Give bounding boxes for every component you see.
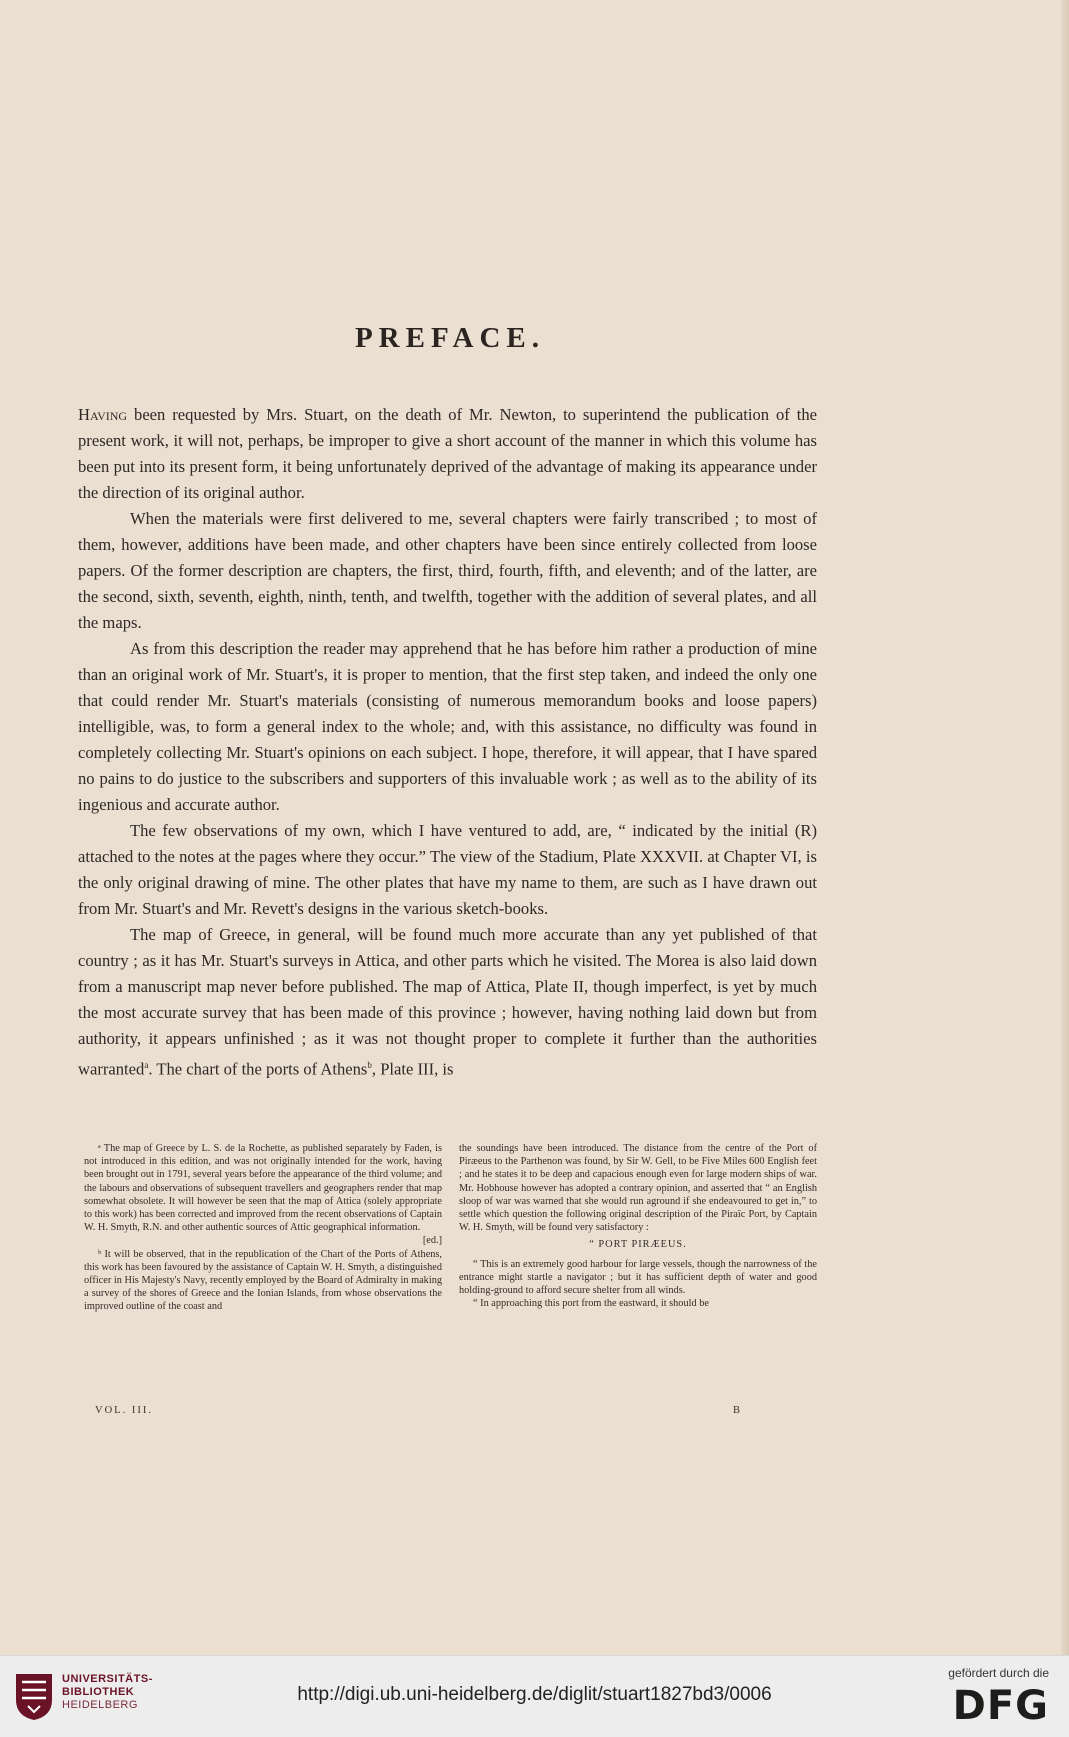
paragraph-2: When the materials were first delivered to me, several chapters were fairly transcribed ; to most of them, however, additions have been made, and other chapters have been since entirely collected from loose papers. Of the former description are chapters, the first, third, fourth, fifth, and eleventh; and of the latter, are the second, sixth, seventh, eighth, ninth, tenth, and twelfth, together with the addition of several plates, and all the maps. [78, 509, 817, 632]
footnote-continuation: the soundings have been introduced. The distance from the centre of the Port of Piræeus to the Parthenon was found, by Sir W. Gell, to be Five Miles 600 English feet ; and he states it to be deep and capacious enough even for large modern ships of war. Mr. Hobhouse however has adopted a contrary opinion, and asserted that “ an English sloop of war was warned that she would run aground if she endeavoured to get in,” to settle which question the following original description of the Piraïc Port, by Captain W. H. Smyth, will be found very satisfactory : [459, 1143, 817, 1234]
gathering-signature: B [733, 1405, 741, 1416]
footnotes [84, 1142, 817, 1314]
paragraph-4: The few observations of my own, which I have ventured to add, are, “ indicated by the initial (R) attached to the notes at the pages where they occur.” The view of the Stadium, Plate XXXVII. at Chapter VI, is the only original drawing of mine. The other plates that have my name to them, are such as I have drawn out from Mr. Stuart's and Mr. Revett's designs in the various sketch-books. [78, 821, 817, 918]
document-url-link[interactable]: http://digi.ub.uni-heidelberg.de/diglit/stuart1827bd3/0006 [297, 1684, 772, 1705]
paragraph-3: As from this description the reader may apprehend that he has before him rather a production of mine than an original work of Mr. Stuart's, it is proper to mention, that the first step taken, and indeed the only one that could render Mr. Stuart's materials (consisting of numerous memorandum books and loose papers) intelligible, was, to form a general index to the whole; and, with this assistance, no difficulty was found in completely collecting Mr. Stuart's opinions on each subject. I hope, therefore, it will appear, that I have spared no pains to do justice to the subscribers and supporters of this invaluable work ; as well as to the ability of its ingenious and accurate author. [78, 639, 817, 814]
page-title: PREFACE. [354, 322, 546, 354]
library-name: UNIVERSITÄTS- BIBLIOTHEK HEIDELBERG [62, 1673, 153, 1711]
footnote-quote-1: “ This is an extremely good harbour for large vessels, though the narrowness of the entrance might startle a navigator ; but it has sufficient depth of water and good holding-ground to afford secure shelter from all winds. [459, 1258, 817, 1297]
funding-note: gefördert durch die [948, 1666, 1049, 1680]
footnote-mark-b: b [367, 1060, 372, 1070]
paragraph-5: The map of Greece, in general, will be found much more accurate than any yet published of that country ; as it has Mr. Stuart's surveys in Attica, and other parts which he visited. The Morea is also laid down from a manuscript map never before published. The map of Attica, Plate II, though imperfect, is yet by much the most accurate survey that has been made of this province ; however, having nothing laid down but from authority, it appears unfinished ; as it was not thought proper to complete it further than the authorities warranted$^a$. The chart of the ports of Athens$^b$, Plate III, is [78, 925, 817, 1079]
footnote-a: ᵃ The map of Greece by L. S. de la Rochette, as published separately by Faden, is not introduced in this edition, and was not originally intended for the work, having been brought out in 1791, several years before the appearance of the third volume; and the labours and observations of subsequent travellers and geographers render that map somewhat obsolete. It will however be seen that the map of Attica (solely appropriate to this work) has been corrected and improved from the recent observations of Captain W. H. Smyth, R.N. and other authentic sources of Attic geographical information. [84, 1143, 442, 1234]
footnote-quote-2: “ In approaching this port from the eastward, it should be [473, 1298, 709, 1310]
body-text [78, 402, 817, 1083]
library-footer [0, 1655, 1069, 1737]
footnote-b: ᵇ It will be observed, that in the republication of the Chart of the Ports of Athens, this work has been favoured by the assistance of Captain W. H. Smyth, a distinguished officer in His Majesty's Navy, recently employed by the Board of Admiralty in making a survey of the shores of Greece and the Ionian Islands, from whose observations the improved outline of the coast and [84, 1248, 442, 1313]
footnotes-left-column [84, 1142, 442, 1314]
page-edge [1061, 0, 1069, 1655]
editor-mark: [ed.] [422, 1235, 442, 1247]
footnote-mark-a: a [144, 1060, 149, 1070]
lead-word: Having [78, 405, 128, 424]
paragraph-1: Having been requested by Mrs. Stuart, on the death of Mr. Newton, to superintend the publication of the present work, it will not, perhaps, be improper to give a short account of the manner in which this volume has been put into its present form, it being unfortunately deprived of the advantage of making its appearance under the direction of its original author. [78, 405, 817, 502]
dfg-logo: DFG [952, 1683, 1049, 1729]
volume-signature: VOL. III. [95, 1405, 153, 1416]
footnotes-right-column [459, 1142, 817, 1314]
footnote-heading: “ PORT PIRÆEUS. [589, 1239, 687, 1251]
